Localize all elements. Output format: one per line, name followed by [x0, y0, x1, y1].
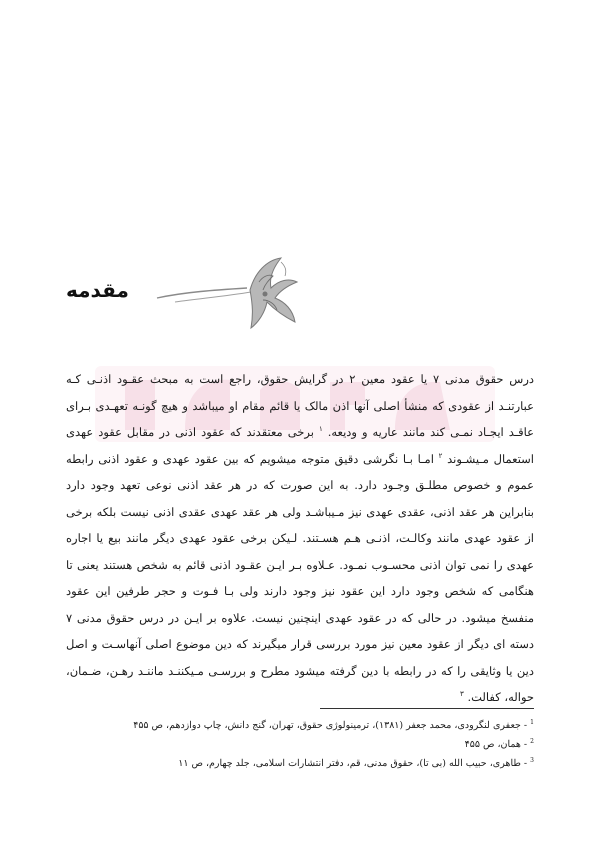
footnote-mark: 2 — [530, 738, 534, 746]
footnote-mark: 3 — [530, 757, 534, 765]
footnote-mark: 1 — [530, 719, 534, 726]
footnote — [66, 734, 534, 753]
footnote-text: - طاهری، حبیب الله (بی تا)، حقوق مدنی، قم، دفتر انتشارات اسلامی، جلد چهارم، ص ۱۱ — [178, 758, 528, 770]
footnote-ref[interactable]: ۳ — [460, 690, 464, 699]
page-heading: مقدمه — [66, 278, 129, 302]
paragraph-sentence: امـا بـا نگرشی دقیق متوجه میشویم که بین عقود عهدی و عقود اذنی رابطه عموم و خصوص مطلـق وجـود دارد. به این صورت که در هر عقد اذنی نوعی تعهد وجود دارد بنابراین هر عقد اذنی، عقدی عهدی نیز مـیباشـد ولی هر عقد عهدی عقدی اذنی نیست بلکه برخی از عقود عهدی مانند وکالـت، اذنـی هـم هسـتند. لـیکن برخی عقود عهدی دیگر مانند بیع یا اجاره عهدی را نمی توان اذنی محسـوب نمـود. عـلاوه بـر ایـن عقـود اذنی قائم به شخص هستند یعنی تا هنگامی که شخص وجود دارد این عقود نیز وجود دارند ولی بـا فـوت و حجر طرفین این عقود منفسخ میشود. در حالی که در عقود عهدی اینچنین نیست. علاوه بر ایـن در درس حقوق مدنی ۷ دسته ای دیگر از عقود معین نیز مورد بررسی قرار میگیرند که دین موضوع اصلی آنهاسـت و اصل دین یا وثایقی را که در رابطه با دین گرفته میشود مطرح و بررسـی مـیکننـد ماننـد رهـن، ضـمان، حواله، کفالت. — [66, 451, 534, 704]
paragraph-sentence: برخی معتقدند که عقود اذنی در مقابل عقود عهدی استعمال مـیشـوند — [66, 425, 534, 466]
paragraph — [66, 366, 534, 711]
footnote-divider — [320, 708, 534, 709]
footnotes — [66, 715, 534, 772]
footnote-text: - همان، ص ۴۵۵ — [464, 739, 528, 751]
footnote-ref[interactable]: ۱ — [318, 425, 323, 434]
footnote — [66, 715, 534, 734]
arabesque-ornament — [155, 252, 305, 332]
paragraph-sentence: درس حقوق مدنی ۷ یا عقود معین ۲ در گرایش حقوق، راجع است به مبحث عقـود اذنـی کـه عبارتنـد از عقودی که منشأ اصلی آنها اذن مالک یا قائم مقام او میباشد و هیچ گونـه تعهـدی بـرای عاقـد ایجـاد نمـی کند مانند عاریه و ودیعه. — [66, 372, 535, 439]
footnote — [66, 753, 534, 772]
footnote-ref[interactable]: ۲ — [438, 451, 443, 460]
footnote-text: - جعفری لنگرودی، محمد جعفر (۱۳۸۱)، ترمینولوژی حقوق، تهران، گنج دانش، چاپ دوازدهم، ص ۴۵۵ — [133, 720, 528, 732]
body-text — [66, 366, 534, 711]
